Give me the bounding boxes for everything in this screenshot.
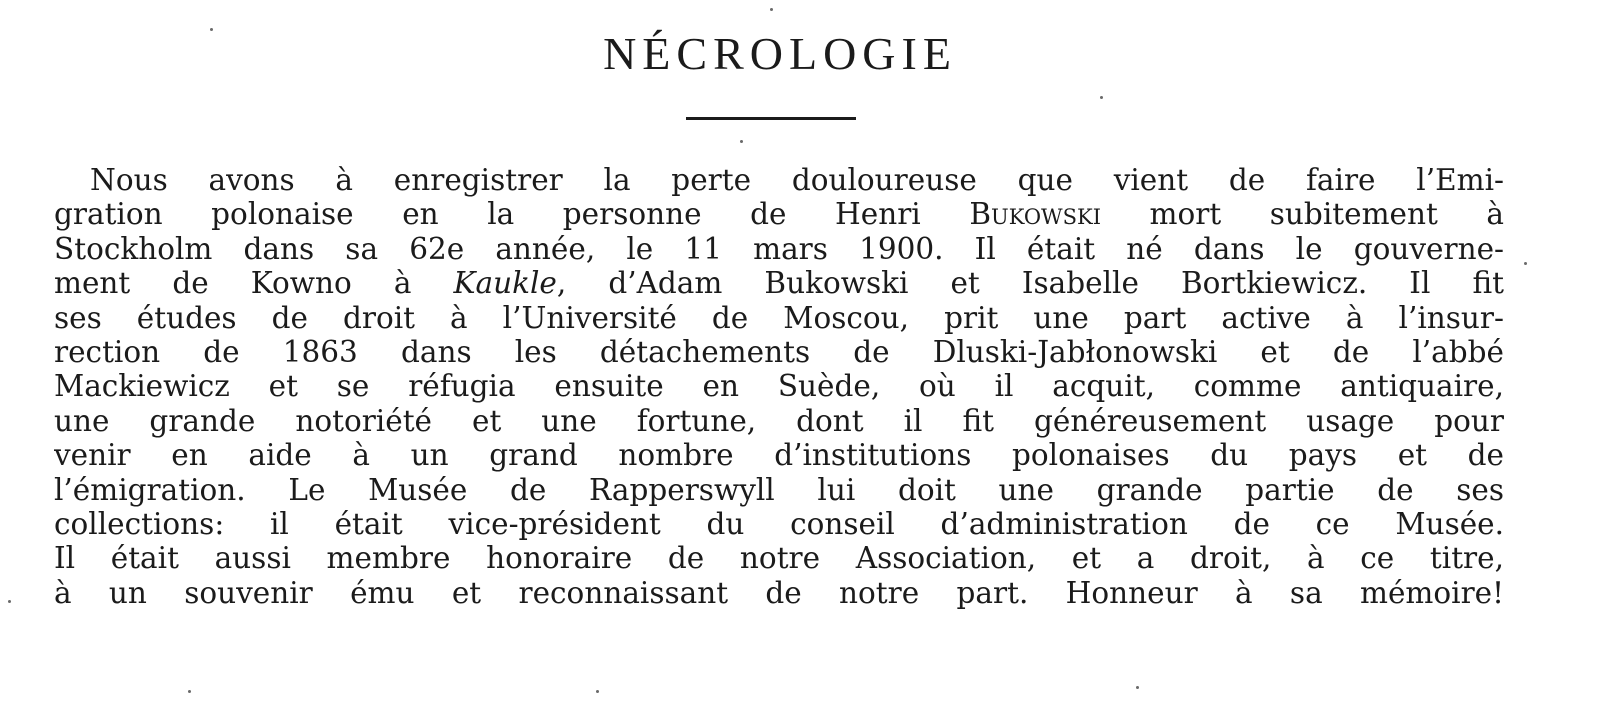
scan-speck [210, 28, 213, 31]
text-line-9: venir en aide à un grand nombre d’institutions polonaises du pays et de [54, 438, 1504, 473]
scan-speck [8, 600, 11, 603]
scan-speck [1100, 96, 1103, 99]
text-line-4-end: , d’Adam Bukowski et Isabelle Bortkiewicz. Il fit [556, 266, 1504, 301]
place-name: Kaukle [453, 266, 557, 301]
person-name: Bukowski [969, 197, 1101, 232]
text-line-5: ses études de droit à l’Université de Moscou, prit une part active à l’insur- [54, 300, 1504, 335]
scan-speck [770, 8, 773, 11]
title-divider [686, 117, 856, 120]
text-line-2-end: mort subitement à [1101, 197, 1504, 232]
obituary-text [54, 163, 1504, 610]
text-line-8: une grande notoriété et une fortune, dont il fit généreusement usage pour [54, 403, 1504, 438]
text-line-4 [54, 266, 1504, 300]
scan-speck [1136, 686, 1139, 689]
text-line-12: Il était aussi membre honoraire de notre Association, et a droit, à ce titre, [54, 541, 1504, 576]
page-title: NÉCROLOGIE [603, 28, 957, 79]
scan-speck [596, 690, 599, 693]
text-line-11: collections: il était vice-président du conseil d’administration de ce Musée. [54, 506, 1504, 541]
scan-speck [740, 140, 743, 143]
text-line-10: l’émigration. Le Musée de Rapperswyll lui doit une grande partie de ses [54, 472, 1504, 507]
scan-speck [1524, 262, 1527, 265]
text-line-13: à un souvenir ému et reconnaissant de notre part. Honneur à sa mémoire! [54, 575, 1504, 610]
text-line-6: rection de 1863 dans les détachements de Dluski-Jabłonowski et de l’abbé [54, 334, 1504, 369]
text-line-4-start: ment de Kowno à [54, 266, 454, 301]
text-line-2-start: gration polonaise en la personne de Henri [54, 197, 970, 232]
text-line-1: Nous avons à enregistrer la perte douloureuse que vient de faire l’Emi- [90, 163, 1504, 197]
text-line-3: Stockholm dans sa 62e année, le 11 mars 1900. Il était né dans le gouverne- [54, 231, 1504, 266]
scan-speck [188, 690, 191, 693]
text-line-2 [54, 197, 1504, 231]
text-line-7: Mackiewicz et se réfugia ensuite en Suède, où il acquit, comme antiquaire, [54, 369, 1504, 404]
